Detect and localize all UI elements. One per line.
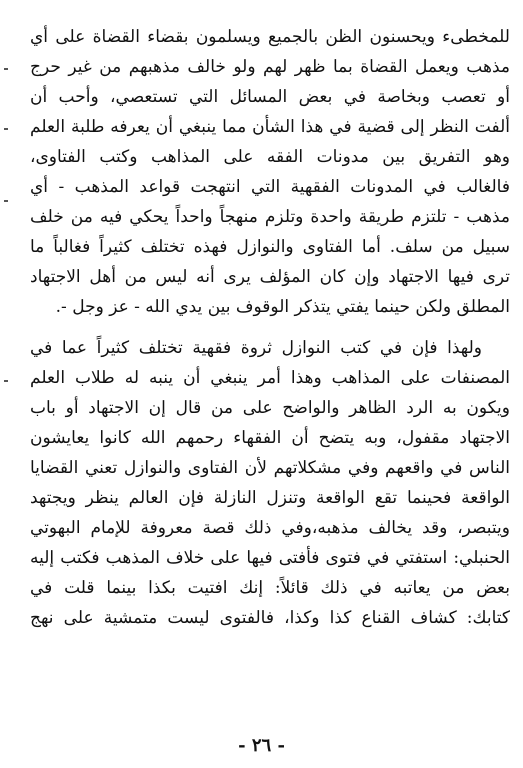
margin-mark xyxy=(4,68,8,70)
text-line: ولهذا فإن في كتب النوازل ثروة فقهية تختلف كثيراً عما في xyxy=(30,338,482,358)
text-line: ويكون به الرد الظاهر والواضح على من قال إن الاجتهاد أو باب xyxy=(30,398,510,418)
text-line: فالغالب في المدونات الفقهية التي انتهجت قواعد المذهب - أي xyxy=(30,177,510,197)
text-line: مذهب ويعمل القضاة بما ظهر لهم ولو خالف مذهبهم من غير حرج xyxy=(30,57,510,77)
margin-mark xyxy=(4,380,8,382)
text-line: الناس في واقعهم وفي مشكلاتهم لأن الفتاوى والنوازل تعني القضايا xyxy=(30,458,510,478)
text-line: الواقعة فحينما تقع الواقعة وتنزل النازلة فإن العالم ينظر ويجتهد xyxy=(30,488,510,508)
text-line: للمخطىء ويحسنون الظن بالجميع ويسلمون بقضاء القضاة على أي xyxy=(30,27,510,47)
text-line: بعض من يعاتبه في ذلك قائلاً: إنك افتيت بكذا بينما قلت في xyxy=(30,578,510,598)
text-line: ويتبصر، وقد يخالف مذهبه،وفي ذلك قصة معروفة للإمام البهوتي xyxy=(30,518,510,538)
text-line: ترى فيها الاجتهاد وإن كان المؤلف يرى أنه ليس من أهل الاجتهاد xyxy=(30,267,510,287)
text-line: المصنفات على المذاهب وهذا أمر ينبغي أن ينبه له طلاب العلم xyxy=(30,368,510,388)
text-line: وهو التفريق بين مدونات الفقه على المذاهب وكتب الفتاوى، xyxy=(30,147,510,167)
text-line: كتابك: كشاف القناع كذا وكذا، فالفتوى ليست متمشية على نهج xyxy=(30,608,510,628)
paragraph-2 xyxy=(30,333,510,633)
margin-mark xyxy=(4,128,8,130)
text-line: أو تعصب وبخاصة في بعض المسائل التي تستعصي، وأحب أن xyxy=(30,87,510,107)
margin-mark xyxy=(4,200,8,202)
text-line: مذهب - تلتزم طريقة واحدة وتلزم منهجاً واحداً يحكي فيه من خلف xyxy=(30,207,510,227)
body-text xyxy=(30,22,510,633)
text-line: ألفت النظر إلى قضية في هذا الشأن مما ينبغي أن يعرفه طلبة العلم xyxy=(30,117,510,137)
text-line: الحنبلي: استفتي في فتوى فأفتى فيها على خلاف المذهب فكتب إليه xyxy=(30,548,510,568)
text-line: الاجتهاد مقفول، وبه يتضح أن الفقهاء رحمهم الله كانوا يعايشون xyxy=(30,428,510,448)
paragraph-1 xyxy=(30,22,510,322)
page-number: - ٢٦ - xyxy=(238,735,285,756)
text-line: المطلق ولكن حينما يفتي يتذكر الوقوف بين يدي الله - عز وجل -. xyxy=(55,297,510,317)
text-line: سبيل من سلف. أما الفتاوى والنوازل فهذه تختلف كثيراً فغالباً ما xyxy=(30,237,510,257)
